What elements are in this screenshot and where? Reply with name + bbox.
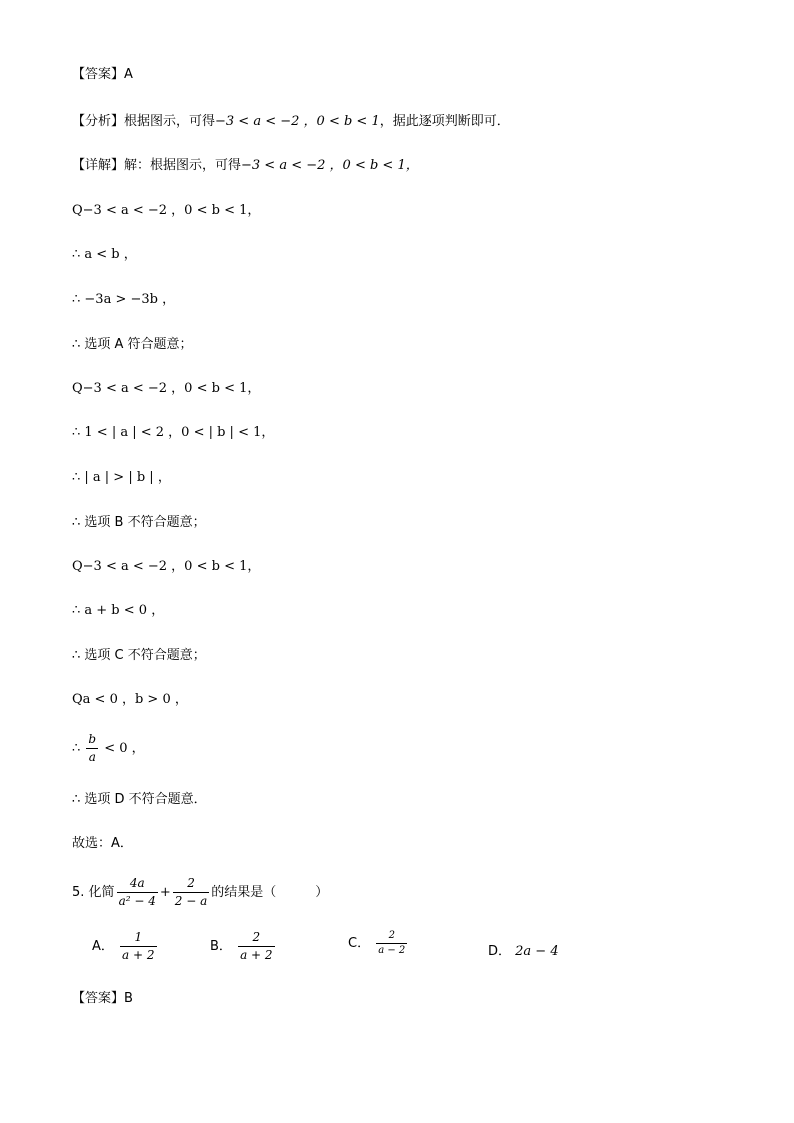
q4-step-11: ∴ 选项 C 不符合题意； [72, 648, 206, 663]
q4-frac-num: b [86, 732, 98, 749]
q5-option-a-num: 1 [120, 930, 156, 947]
q5-prompt-prefix: 化简 [88, 885, 115, 900]
q5-frac1-den: a² − 4 [118, 894, 156, 908]
q4-analysis-suffix: ，据此逐项判断即可． [379, 114, 510, 129]
q4-frac-b-over-a [86, 732, 98, 765]
q4-step-12: Qa < 0 ，b > 0 ， [72, 692, 188, 707]
q4-step-9: Q−3 < a < −2 ，0 < b < 1， [72, 559, 261, 574]
q4-step-6: ∴ 1 < | a | < 2 ，0 < | b | < 1， [72, 425, 275, 440]
q5-option-b-den: a + 2 [240, 948, 273, 962]
q5-frac2-den: 2 − a [174, 894, 208, 908]
q5-option-c [348, 930, 409, 957]
q5-option-a [92, 930, 159, 963]
q4-answer: 【答案】A [72, 67, 133, 82]
q5-option-b-label: B． [210, 939, 232, 954]
q5-fraction-1 [117, 876, 158, 909]
q4-detail-prefix: 【详解】解：根据图示，可得 [72, 158, 242, 173]
q5-plus: + [159, 885, 171, 900]
q4-step-4: ∴ 选项 A 符合题意； [72, 337, 193, 352]
q5-prompt-suffix: 的结果是（ ） [211, 885, 329, 900]
q5-frac2-num: 2 [173, 876, 209, 893]
q4-step-3: ∴ −3a > −3b ， [72, 292, 176, 307]
q5-option-a-den: a + 2 [122, 948, 155, 962]
q5-option-d-label: D． [488, 944, 512, 959]
q5-prompt [72, 875, 328, 911]
q5-option-c-den: a − 2 [378, 945, 406, 956]
q4-last-step: ∴ 选项 D 不符合题意． [72, 792, 207, 807]
q5-option-a-label: A． [92, 939, 114, 954]
q5-option-c-fraction [376, 930, 407, 957]
q4-analysis [72, 113, 510, 131]
q5-number: 5. [72, 885, 85, 900]
q5-fraction-2 [173, 876, 209, 909]
q4-step-10: ∴ a + b < 0 ， [72, 603, 165, 618]
q4-frac-step-suffix: < 0 ， [104, 741, 145, 756]
q5-answer: 【答案】B [72, 991, 133, 1006]
q4-step-2: ∴ a < b ， [72, 247, 137, 262]
q5-option-b [210, 930, 277, 963]
q4-step-5: Q−3 < a < −2 ，0 < b < 1， [72, 381, 261, 396]
q4-detail-range: −3 < a < −2 ，0 < b < 1， [241, 158, 419, 173]
q5-option-d-text: 2a − 4 [515, 944, 559, 959]
q4-step-7: ∴ | a | > | b | ， [72, 470, 171, 485]
q5-option-c-label: C． [348, 936, 371, 951]
q5-option-c-num: 2 [376, 930, 407, 944]
q5-option-b-num: 2 [238, 930, 274, 947]
q4-frac-step-prefix: ∴ [72, 741, 81, 756]
q5-frac1-num: 4a [117, 876, 158, 893]
q4-step-8: ∴ 选项 B 不符合题意； [72, 515, 206, 530]
q4-step-1: Q−3 < a < −2 ，0 < b < 1， [72, 203, 261, 218]
q4-conclusion: 故选：A． [72, 836, 133, 851]
q5-option-b-fraction [238, 930, 274, 963]
q5-option-a-fraction [120, 930, 156, 963]
q5-option-d [488, 940, 559, 959]
q4-frac-den: a [88, 750, 96, 764]
q4-analysis-prefix: 【分析】根据图示，可得 [72, 114, 216, 129]
q4-frac-step [72, 732, 145, 766]
q4-analysis-range: −3 < a < −2 ，0 < b < 1 [215, 114, 380, 129]
q4-detail [72, 157, 419, 175]
